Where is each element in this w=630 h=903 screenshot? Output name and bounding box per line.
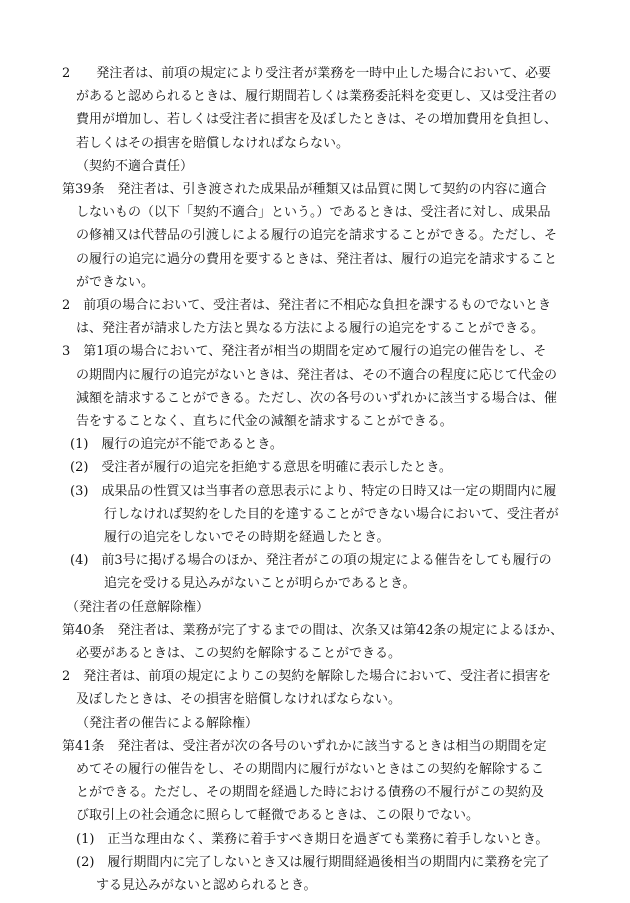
text-line: 第39条 発注者は、引き渡された成果品が種類又は品質に関して契約の内容に適合 bbox=[62, 182, 547, 197]
text-line: （契約不適合責任） bbox=[76, 158, 194, 174]
text-line: ができない。 bbox=[76, 274, 155, 290]
text-line: の履行の追完に過分の費用を要するときは、発注者は、履行の追完を請求すること bbox=[76, 251, 558, 267]
text-line: (3) 成果品の性質又は当事者の意思表示により、特定の日時又は一定の期間内に履 bbox=[70, 483, 557, 499]
text-line: 2 前項の場合において、受注者は、発注者に不相応な負担を課するものでないとき bbox=[62, 298, 552, 313]
text-line: があると認められるときは、履行期間若しくは業務委託料を変更し、又は受注者の bbox=[76, 89, 558, 105]
text-line: は、発注者が請求した方法と異なる方法による履行の追完をすることができる。 bbox=[76, 321, 545, 337]
text-line: 2 発注者は、前項の規定により受注者が業務を一時中止した場合において、必要 bbox=[62, 66, 552, 81]
text-line: （発注者の催告による解除権） bbox=[76, 715, 259, 731]
article-40-paragraph-2 bbox=[0, 665, 630, 711]
text-line: (2) 受注者が履行の追完を拒絶する意思を明確に表示したとき。 bbox=[70, 460, 452, 476]
article-heading bbox=[0, 712, 630, 735]
text-line: 2 発注者は、前項の規定によりこの契約を解除した場合において、受注者に損害を bbox=[62, 669, 552, 685]
list-item bbox=[0, 828, 630, 851]
text-line: 告をすることなく、直ちに代金の減額を請求することができる。 bbox=[76, 413, 453, 429]
text-line: 減額を請求することができる。ただし、次の各号のいずれかに該当する場合は、催 bbox=[76, 390, 558, 406]
article-39-paragraph-3 bbox=[0, 340, 630, 433]
article-41-paragraph-1 bbox=[0, 735, 630, 828]
paragraph-40-2-prev bbox=[0, 62, 630, 155]
text-line: する見込みがないと認められるとき。 bbox=[96, 877, 317, 893]
text-line: (1) 履行の追完が不能であるとき。 bbox=[70, 437, 283, 453]
text-line: (4) 前3号に掲げる場合のほか、発注者がこの項の規定による催告をしても履行の bbox=[70, 553, 552, 569]
text-line: しないもの（以下「契約不適合」という。）であるときは、受注者に対し、成果品 bbox=[76, 205, 551, 221]
list-item bbox=[0, 456, 630, 479]
text-line: (2) 履行期間内に完了しないとき又は履行期間経過後相当の期間内に業務を完了 bbox=[76, 854, 550, 870]
list-item bbox=[0, 549, 630, 595]
article-heading bbox=[0, 155, 630, 178]
text-line: 必要があるときは、この契約を解除することができる。 bbox=[76, 645, 402, 661]
text-line: とができる。ただし、その期間を経過した時における債務の不履行がこの契約及 bbox=[76, 785, 545, 801]
text-line: の修補又は代替品の引渡しによる履行の追完を請求することができる。ただし、そ bbox=[76, 228, 558, 244]
article-40-paragraph-1 bbox=[0, 619, 630, 665]
list-item bbox=[0, 433, 630, 456]
article-39-paragraph-2 bbox=[0, 294, 630, 340]
text-line: 第40条 発注者は、業務が完了するまでの間は、次条又は第42条の規定によるほか、 bbox=[62, 622, 564, 638]
article-heading bbox=[0, 596, 630, 619]
text-line: 追完を受ける見込みがないことが明らかであるとき。 bbox=[104, 576, 416, 592]
text-line: めてその履行の催告をし、その期間内に履行がないときはこの契約を解除するこ bbox=[76, 761, 545, 777]
text-line: 3 第1項の場合において、発注者が相当の期間を定めて履行の追完の催告をし、そ bbox=[62, 344, 547, 360]
text-line: 行しなければ契約をした目的を達することができない場合において、受注者が bbox=[104, 506, 559, 522]
text-line: 若しくはその損害を賠償しなければならない。 bbox=[76, 135, 350, 151]
list-item bbox=[0, 851, 630, 897]
article-39-paragraph-1 bbox=[0, 178, 630, 294]
text-line: (1) 正当な理由なく、業務に着手すべき期日を過ぎても業務に着手しないとき。 bbox=[76, 831, 549, 847]
list-item bbox=[0, 480, 630, 550]
text-line: （発注者の任意解除権） bbox=[66, 599, 210, 615]
text-line: 履行の追完をしないでその時期を経過したとき。 bbox=[104, 529, 390, 545]
text-line: 費用が増加し、若しくは受注者に損害を及ぼしたときは、その増加費用を負担し、 bbox=[76, 112, 558, 128]
text-line: 第41条 発注者は、受注者が次の各号のいずれかに該当するときは相当の期間を定 bbox=[62, 738, 547, 754]
text-line: の期間内に履行の追完がないときは、発注者は、その不適合の程度に応じて代金の bbox=[76, 367, 558, 383]
text-line: び取引上の社会通念に照らして軽微であるときは、この限りでない。 bbox=[76, 808, 480, 824]
text-line: 及ぼしたときは、その損害を賠償しなければならない。 bbox=[76, 692, 402, 708]
